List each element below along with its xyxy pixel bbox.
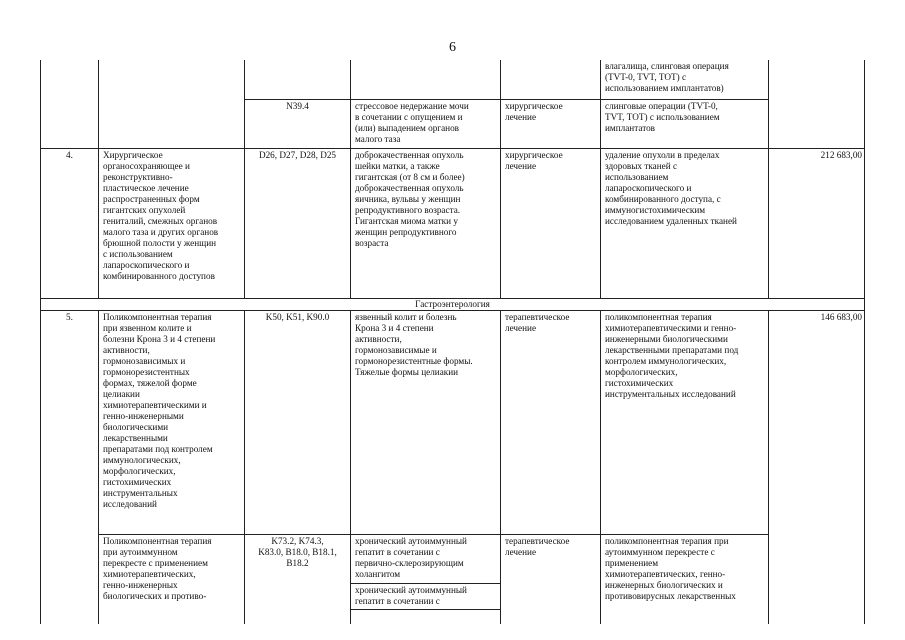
treatment-cell: хирургическое лечение [505,150,563,171]
diagnosis-cell: язвенный колит и болезнь Крона 3 и 4 степени активности, гормонозависимые и гормонорезистентные формы. Тяжелые формы целиакии [355,312,473,377]
table-border-left [40,60,41,624]
diagnosis-cell: хронический аутоиммунный гепатит в сочетании с первично-склерозирующим холангитом [355,536,467,579]
diagnosis-cell: хронический аутоиммунный гепатит в сочетании с [355,585,467,606]
table-border-right [864,60,865,624]
column-divider [244,310,245,624]
cost-cell: 146 683,00 [820,312,862,322]
row-number: 5. [66,312,73,322]
column-divider [98,310,99,624]
page-number: 6 [449,40,456,55]
methods-cell: слинговые операции (TVT-0, TVT, ТОТ) с использованием имплантатов [605,101,720,133]
methods-cell: поликомпонентная терапия химиотерапевтическими и генно- инженерными биологическими лекарственными препаратами под контролем иммунологических, морфологических, гистохимических инструментальных исследований [605,312,739,399]
row-divider [40,148,864,149]
row-divider [98,534,768,535]
procedure-name-cell: Хирургическое органосохраняющее и реконструктивно- пластическое лечение распространенных форм гигантских опухолей гениталий, смежных органов малого таза и других органов брюшной полости у женщин с использованием лапароскопического и комбинированного доступов [103,150,219,281]
codes-cell: D26, D27, D28, D25 [258,150,337,160]
column-divider [98,60,99,298]
codes-cell: K73.2, K74.3, K83.0, B18.0, B18.1, B18.2 [258,536,337,568]
column-divider [350,310,351,624]
diagnosis-cell: стрессовое недержание мочи в сочетании с опущением и (или) выпадением органов малого таза [355,101,469,144]
row-divider [244,99,768,100]
treatment-cell: терапевтическое лечение [505,312,570,333]
treatment-cell: терапевтическое лечение [505,536,570,557]
treatment-cell: хирургическое лечение [505,101,563,122]
procedure-name-cell: Поликомпонентная терапия при аутоиммунном перекресте с применением химиотерапевтических, генно-инженерных биологических и противо- [103,536,212,601]
column-divider [244,60,245,298]
section-header: Гастроэнтерология [415,299,490,309]
column-divider [768,60,769,298]
column-divider [768,310,769,624]
column-divider [350,60,351,298]
column-divider [600,60,601,298]
cost-cell: 212 683,00 [820,150,862,160]
codes-cell: K50, K51, K90.0 [265,312,330,322]
row-divider [40,310,864,311]
column-divider [500,60,501,298]
column-divider [600,310,601,624]
methods-cell: удаление опухоли в пределах здоровых тканей с использованием лапароскопического и комбинированного доступа, с иммуногистохимическим исследованием удаленных тканей [605,150,737,226]
column-divider [500,310,501,624]
methods-cell: поликомпонентная терапия при аутоиммунном перекресте с применением химиотерапевтических, генно- инженерных биологических и противовирусных лекарственных [605,536,736,601]
row-number: 4. [66,150,73,160]
diagnosis-cell: доброкачественная опухоль шейки матки, а также гигантская (от 8 см и более) доброкачественная опухоль яичника, вульвы у женщин репродуктивного возраста. Гигантская миома матки у женщин репродуктивного возраста [355,150,465,248]
procedure-name-cell: Поликомпонентная терапия при язвенном колите и болезни Крона 3 и 4 степени активности, гормонозависимых и гормонорезистентных формах, тяжелой форме целиакии химиотерапевтическими и генно-инженерными биологическими лекарственными препаратами под контролем иммунологических, морфологических, гистохимических инструментальных исследований [103,312,216,509]
codes-cell: N39.4 [286,101,309,111]
cell-divider [350,583,500,584]
methods-cell: влагалища, слинговая операция (TVT-0, TVT, ТОТ) с использованием имплантатов) [605,61,729,93]
cell-divider [350,609,500,610]
